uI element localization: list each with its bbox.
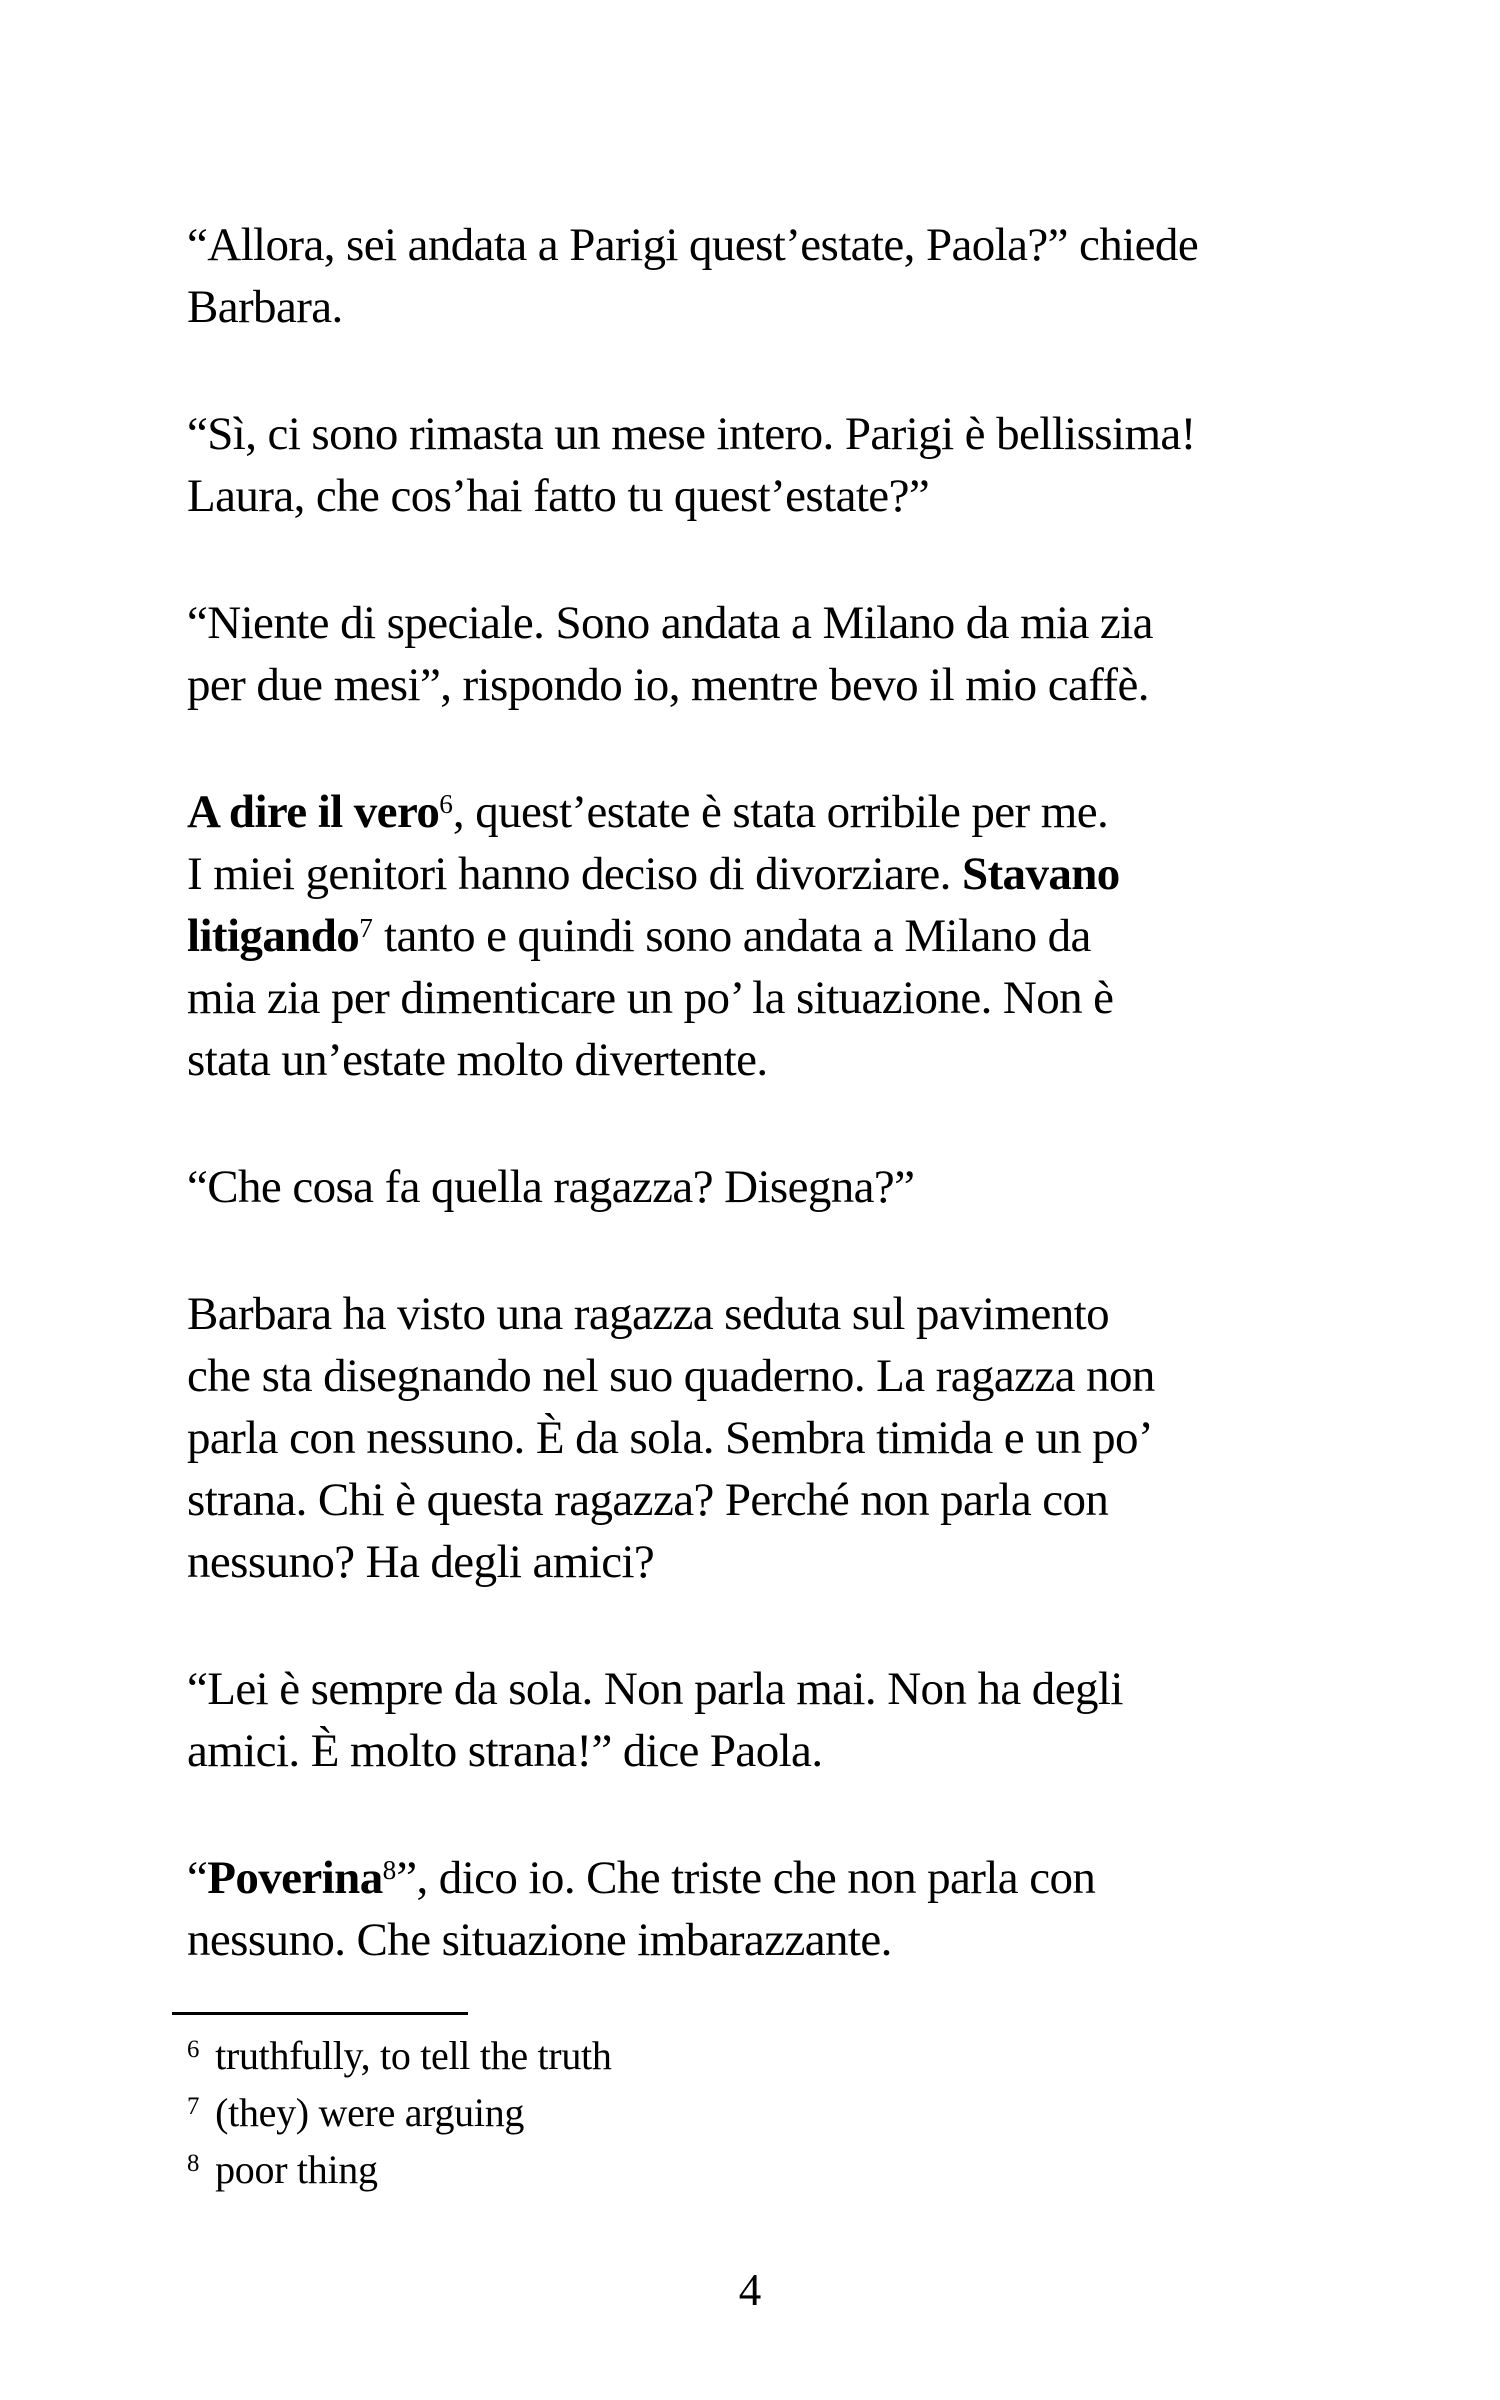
- text-line: [187, 781, 1367, 843]
- text-run: Barbara.: [187, 281, 343, 333]
- paragraph: [187, 214, 1367, 338]
- text-run: mia zia per dimenticare un po’ la situazione. Non è: [187, 972, 1114, 1024]
- text-run: amici. È molto strana!” dice Paola.: [187, 1725, 823, 1777]
- text-run: Stavano: [961, 848, 1120, 900]
- footnotes: [187, 2027, 1367, 2198]
- footnote-text: poor thing: [215, 2147, 378, 2192]
- text-run: litigando: [187, 910, 360, 962]
- text-line: [187, 843, 1367, 905]
- text-run: nessuno. Che situazione imbarazzante.: [187, 1914, 892, 1966]
- footnote-ref: 6: [439, 788, 453, 819]
- text-run: “Che cosa fa quella ragazza? Disegna?”: [187, 1161, 915, 1213]
- text-run: “Sì, ci sono rimasta un mese intero. Parigi è bellissima!: [187, 408, 1196, 460]
- text-run: Laura, che cos’hai fatto tu quest’estate?”: [187, 470, 930, 522]
- footnote-ref: 8: [382, 1854, 397, 1885]
- footnote-text: (they) were arguing: [215, 2090, 525, 2135]
- text-line: [187, 1029, 1367, 1091]
- text-run: “Niente di speciale. Sono andata a Milano da mia zia: [187, 597, 1153, 649]
- text-run: “Lei è sempre da sola. Non parla mai. Non ha degli: [187, 1663, 1123, 1715]
- text-run: , quest’estate è stata orribile per me.: [452, 786, 1109, 838]
- text-run: parla con nessuno. È da sola. Sembra timida e un po’: [187, 1412, 1153, 1464]
- paragraph: [187, 403, 1367, 527]
- text-line: [187, 592, 1367, 654]
- text-line: [187, 465, 1367, 527]
- text-line: [187, 1156, 1367, 1218]
- page-number: 4: [738, 2265, 762, 2315]
- text-line: [187, 403, 1367, 465]
- text-run: ”, dico io. Che triste che non parla con: [396, 1852, 1096, 1904]
- footnote-text: truthfully, to tell the truth: [215, 2033, 612, 2078]
- text-run: tanto e quindi sono andata a Milano da: [372, 910, 1091, 962]
- text-line: [187, 1531, 1367, 1593]
- text-line: [187, 1469, 1367, 1531]
- text-line: [187, 214, 1367, 276]
- paragraph: [187, 1658, 1367, 1782]
- text-run: strana. Chi è questa ragazza? Perché non parla con: [187, 1474, 1109, 1526]
- footnote-item: 8 poor thing: [187, 2147, 378, 2192]
- body-text: [187, 214, 1367, 1971]
- text-run: “Allora, sei andata a Parigi quest’estate, Paola?” chiede: [187, 219, 1199, 271]
- paragraph: [187, 592, 1367, 716]
- text-line: [187, 1720, 1367, 1782]
- text-run: che sta disegnando nel suo quaderno. La ragazza non: [187, 1350, 1155, 1402]
- text-run: stata un’estate molto divertente.: [187, 1034, 768, 1086]
- text-run: nessuno? Ha degli amici?: [187, 1536, 655, 1588]
- text-run: Barbara ha visto una ragazza seduta sul pavimento: [187, 1288, 1109, 1340]
- text-line: [187, 1909, 1367, 1971]
- text-line: [187, 276, 1367, 338]
- footnote-ref: 7: [359, 912, 373, 943]
- text-line: [187, 1407, 1367, 1469]
- text-run: “: [187, 1852, 208, 1904]
- paragraph: [187, 781, 1367, 1091]
- footnote-item: 6 truthfully, to tell the truth: [187, 2033, 612, 2078]
- text-line: [187, 1847, 1367, 1909]
- paragraph: [187, 1156, 1367, 1218]
- text-line: [187, 967, 1367, 1029]
- text-line: [187, 654, 1367, 716]
- text-run: I miei genitori hanno deciso di divorziare.: [187, 848, 962, 900]
- text-run: A dire il vero: [187, 786, 440, 838]
- footnote-separator: [172, 2012, 468, 2015]
- text-line: [187, 1345, 1367, 1407]
- text-line: [187, 905, 1367, 967]
- text-line: [187, 1658, 1367, 1720]
- paragraph: [187, 1283, 1367, 1593]
- text-run: Poverina: [207, 1852, 383, 1904]
- text-run: per due mesi”, rispondo io, mentre bevo il mio caffè.: [187, 659, 1149, 711]
- text-line: [187, 1283, 1367, 1345]
- footnote-item: 7 (they) were arguing: [187, 2090, 525, 2135]
- paragraph: [187, 1847, 1367, 1971]
